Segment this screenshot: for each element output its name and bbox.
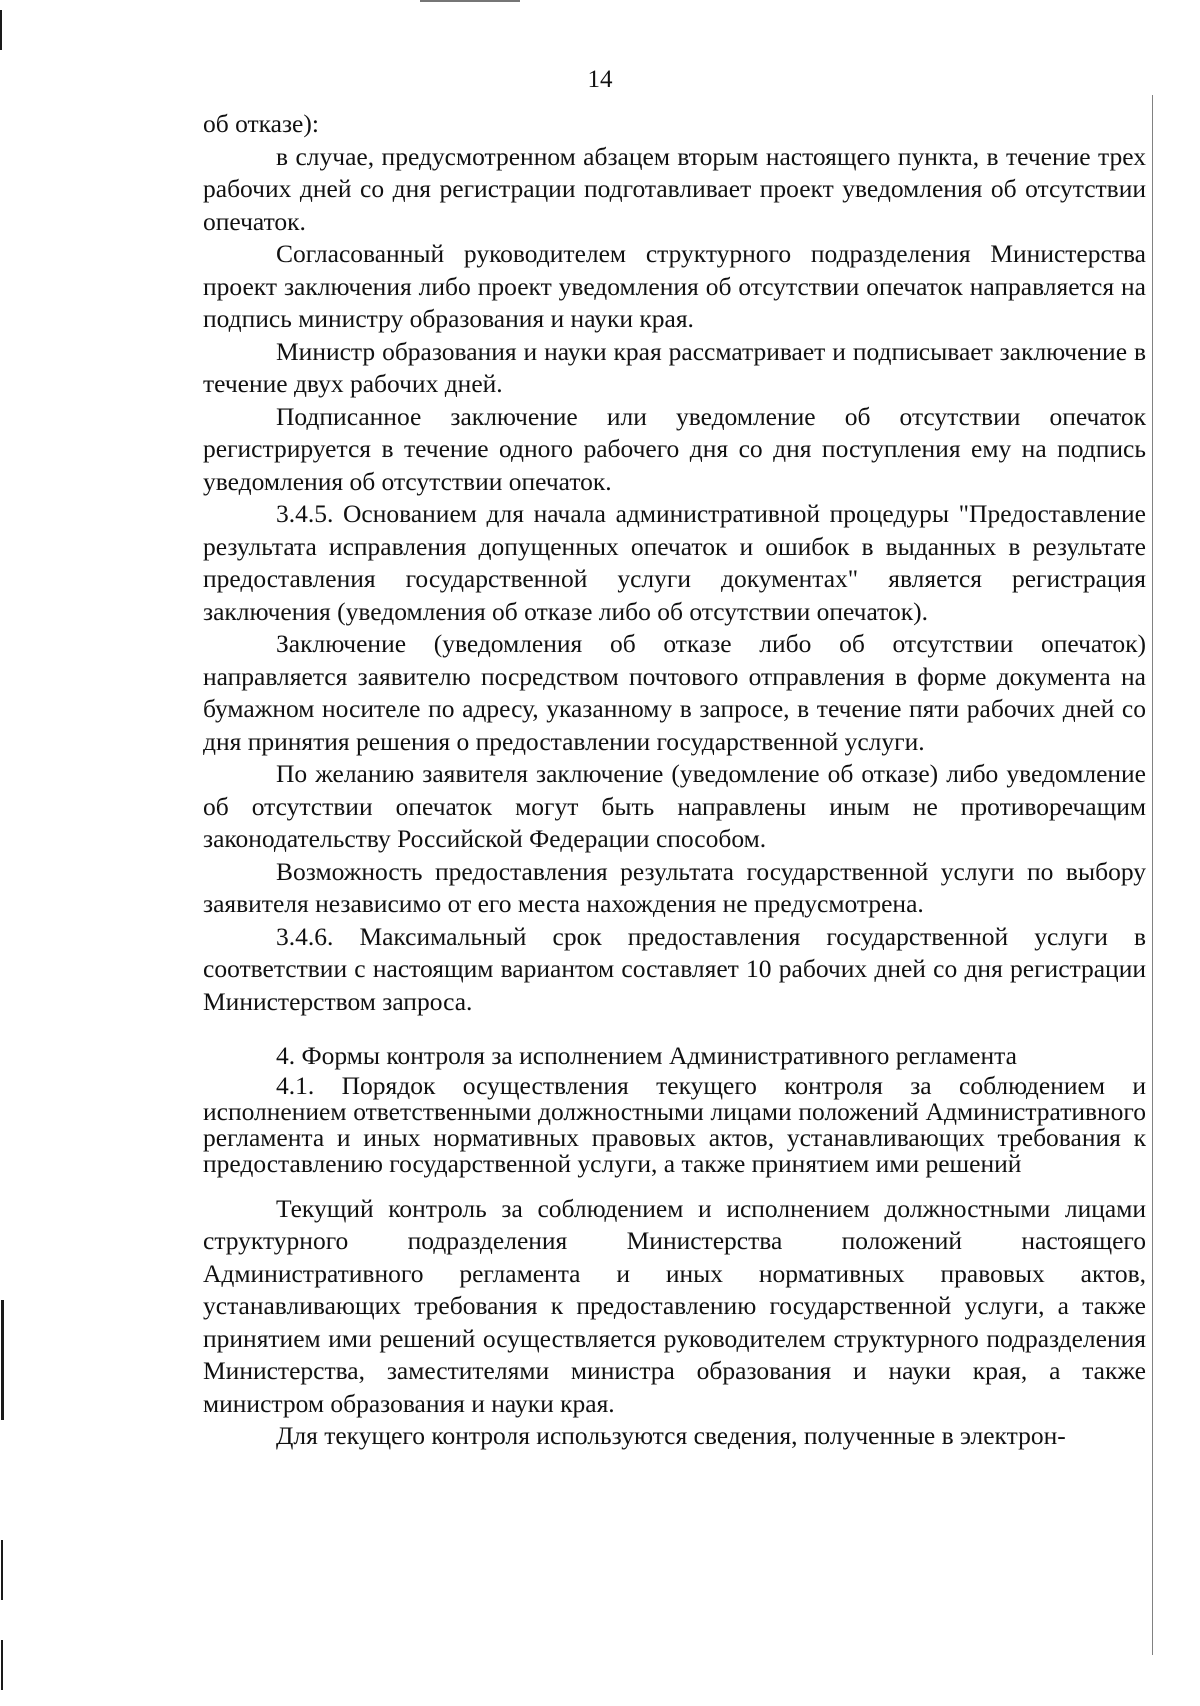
section-heading: 4. Формы контроля за исполнением Административного регламента xyxy=(276,1041,1017,1070)
scan-edge-mark xyxy=(1,1640,3,1690)
subsection-heading: 4.1. Порядок осуществления текущего контроля за соблюдением и исполнением ответственными должностными лицами положений Административного регламента и иных нормативных правовых актов, устанавливающих требования к предоставлению государственной услуги, а также принятием ими решений xyxy=(203,1070,1146,1178)
paragraph: 3.4.6. Максимальный срок предоставления государственной услуги в соответствии с настоящим вариантом составляет 10 рабочих дней со дня регистрации Министерством запроса. xyxy=(203,921,1146,1016)
paragraph: об отказе): xyxy=(203,109,319,138)
scan-edge-mark xyxy=(1,1540,3,1600)
paragraph: Министр образования и науки края рассматривает и подписывает заключение в течение двух рабочих дней. xyxy=(203,336,1146,398)
scan-edge-mark xyxy=(1152,95,1153,1655)
paragraph: Возможность предоставления результата государственной услуги по выбору заявителя независимо от его места нахождения не предусмотрена. xyxy=(203,856,1146,918)
scan-edge-mark xyxy=(0,10,2,50)
paragraph: в случае, предусмотренном абзацем вторым настоящего пункта, в течение трех рабочих дней со дня регистрации подготавливает проект уведомления об отсутствии опечаток. xyxy=(203,141,1146,236)
paragraph: Заключение (уведомления об отказе либо об отсутствии опечаток) направляется заявителю посредством почтового отправления в форме документа на бумажном носителе по адресу, указанному в запросе, в течение пяти рабочих дней со дня принятия решения о предоставлении государственной услуги. xyxy=(203,629,1146,756)
scan-edge-mark xyxy=(420,0,520,2)
document-body xyxy=(203,108,1146,1453)
paragraph: Для текущего контроля используются сведения, полученные в электрон- xyxy=(276,1421,1066,1450)
paragraph: 3.4.5. Основанием для начала административной процедуры "Предоставление результата исправления допущенных опечаток и ошибок в выданных в результате предоставления государственной услуги документах" является регистрация заключения (уведомления об отказе либо об отсутствии опечаток). xyxy=(203,499,1146,626)
paragraph: По желанию заявителя заключение (уведомление об отказе) либо уведомление об отсутствии опечаток могут быть направлены иным не противоречащим законодательству Российской Федерации способом. xyxy=(203,759,1146,853)
paragraph: Подписанное заключение или уведомление об отсутствии опечаток регистрируется в течение одного рабочего дня со дня поступления ему на подпись уведомления об отсутствии опечаток. xyxy=(203,401,1146,496)
scan-edge-mark xyxy=(1,1300,4,1420)
page-number: 14 xyxy=(587,66,613,93)
paragraph: Текущий контроль за соблюдением и исполнением должностными лицами структурного подразделения Министерства положений настоящего Административного регламента и иных нормативных правовых актов, устанавливающих требования к предоставлению государственной услуги, а также принятием ими решений осуществляется руководителем структурного подразделения Министерства, заместителями министра образования и науки края, а также министром образования и науки края. xyxy=(203,1193,1146,1418)
paragraph: Согласованный руководителем структурного подразделения Министерства проект заключения либо проект уведомления об отсутствии опечаток направляется на подпись министру образования и науки края. xyxy=(203,239,1146,333)
